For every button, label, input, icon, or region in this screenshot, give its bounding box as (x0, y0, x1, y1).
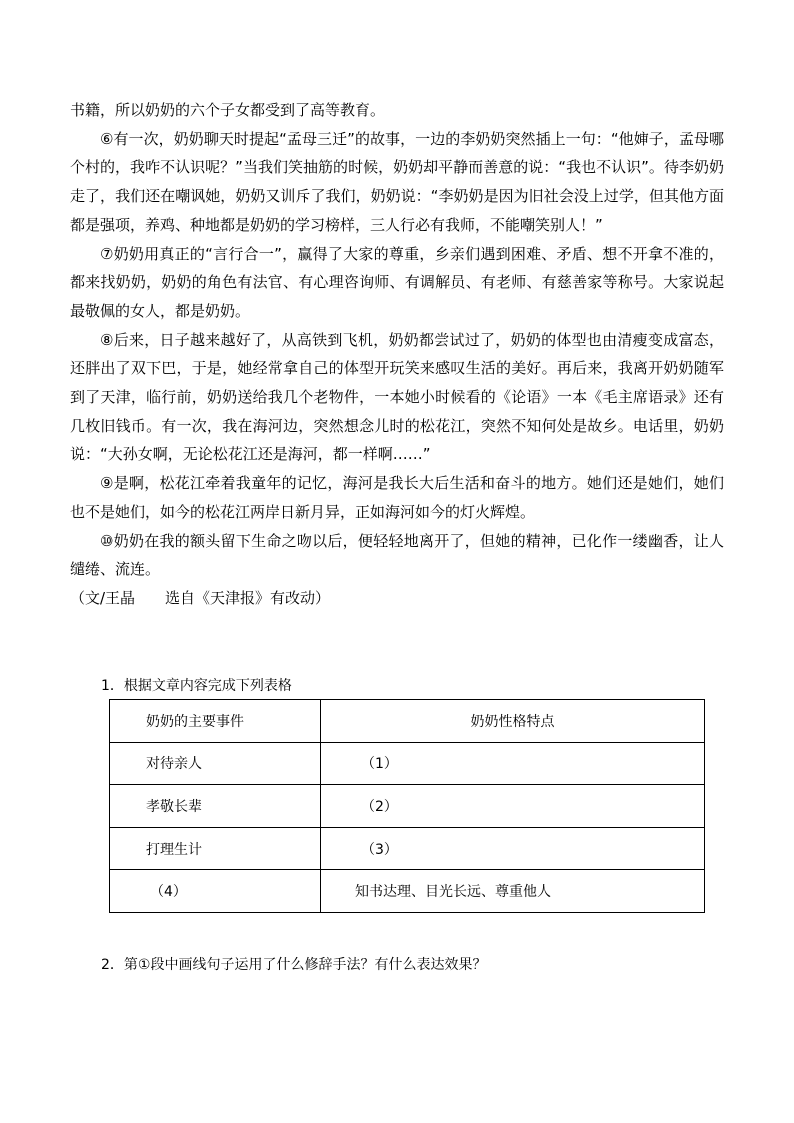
question-1-text: 1．根据文章内容完成下列表格 (101, 678, 292, 694)
table-cell-event: 对待亲人 (110, 742, 321, 785)
article-source: （文/王晶 选自《天津报》有改动） (70, 588, 331, 607)
table-header-cell: 奶奶性格特点 (321, 700, 705, 743)
table-cell-event: 打理生计 (110, 827, 321, 870)
table-cell-event: （4） (110, 870, 321, 913)
paragraph-8: ⑧后来，日子越来越好了，从高铁到飞机，奶奶都尝试过了，奶奶的体型也由清瘦变成富态，还胖出了双下巴，于是，她经常拿自己的体型开玩笑来感叹生活的美好。再后来，我离开奶奶随军到了天津，临行前，奶奶送给我几个老物件，一本她小时候看的《论语》一本《毛主席语录》还有几枚旧钱币。有一次，我在海河边，突然想念儿时的松花江，突然不知何处是故乡。电话里，奶奶说：“大孙女啊，无论松花江还是海河，都一样啊……” (70, 330, 724, 464)
table-row (110, 870, 705, 913)
table-row (110, 785, 705, 828)
article-body (70, 96, 724, 613)
table-header-cell: 奶奶的主要事件 (110, 700, 321, 743)
paragraph-9: ⑨是啊，松花江牵着我童年的记忆，海河是我长大后生活和奋斗的地方。她们还是她们，她们也不是她们，如今的松花江两岸日新月异，正如海河如今的灯火辉煌。 (70, 474, 724, 521)
table-cell-answer: （1） (321, 742, 705, 785)
paragraph-7: ⑦奶奶用真正的“言行合一”，赢得了大家的尊重，乡亲们遇到困难、矛盾、想不开拿不准的，都来找奶奶，奶奶的角色有法官、有心理咨询师、有调解员、有老师、有慈善家等称号。大家说起最敬佩的女人，都是奶奶。 (70, 244, 724, 320)
table-row (110, 742, 705, 785)
table-cell-event: 孝敬长辈 (110, 785, 321, 828)
question-2-text: 2．第①段中画线句子运用了什么修辞手法？有什么表达效果？ (101, 957, 487, 973)
paragraph-10: ⑩奶奶在我的额头留下生命之吻以后，便轻轻地离开了，但她的精神，已化作一缕幽香，让人缱绻、流连。 (70, 531, 724, 579)
table-cell-answer: （3） (321, 827, 705, 870)
paragraph-6: ⑥有一次，奶奶聊天时提起“孟母三迁”的故事，一边的李奶奶突然插上一句：“他婶子，孟母哪个村的，我咋不认识呢？”当我们笑抽筋的时候，奶奶却平静而善意的说：“我也不认识”。待李奶奶走了，我们还在嘲讽她，奶奶又训斥了我们，奶奶说：“李奶奶是因为旧社会没上过学，但其他方面都是强项，养鸡、种地都是奶奶的学习榜样，三人行必有我师，不能嘲笑别人！” (70, 129, 724, 234)
table-cell-answer: （2） (321, 785, 705, 828)
table-header-row (110, 700, 705, 743)
answer-table (109, 699, 705, 913)
table-row (110, 827, 705, 870)
paragraph-opening: 书籍，所以奶奶的六个子女都受到了高等教育。 (70, 101, 386, 119)
table-cell-answer: 知书达理、目光长远、尊重他人 (321, 870, 705, 913)
